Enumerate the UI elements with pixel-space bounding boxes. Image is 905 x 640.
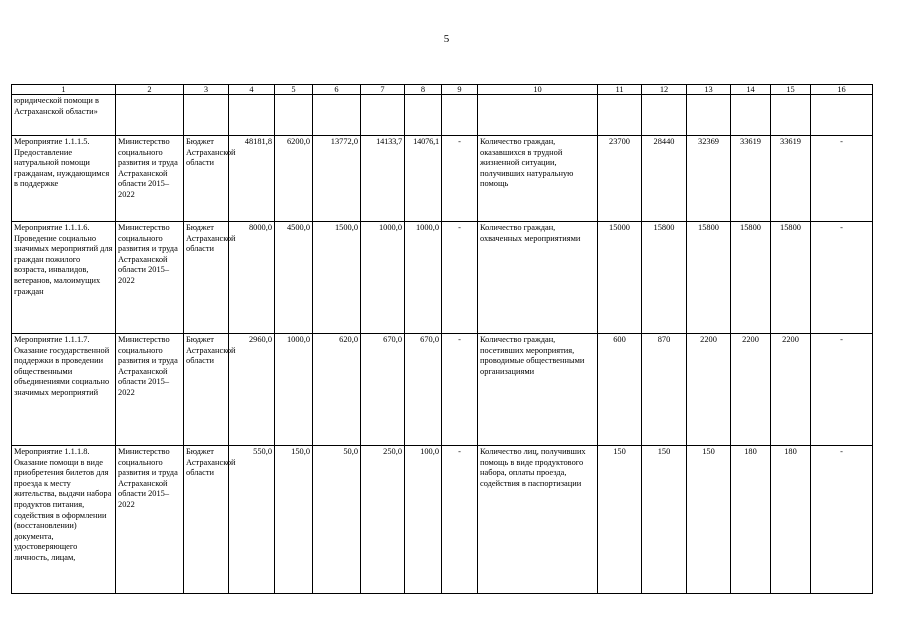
cell-value: - — [811, 334, 873, 446]
column-header: 14 — [731, 85, 771, 95]
cell-value: 600 — [598, 334, 642, 446]
cell-value: 15800 — [642, 222, 687, 334]
table-row — [12, 446, 873, 594]
cell-value: 15800 — [771, 222, 811, 334]
cell-value: 13772,0 — [313, 136, 361, 222]
column-header: 10 — [478, 85, 598, 95]
cell-value — [731, 95, 771, 136]
cell-value: 1000,0 — [405, 222, 442, 334]
cell-value: - — [442, 136, 478, 222]
cell-value — [811, 95, 873, 136]
column-header: 7 — [361, 85, 405, 95]
cell-value — [442, 95, 478, 136]
cell-value: - — [811, 136, 873, 222]
column-header: 8 — [405, 85, 442, 95]
cell-value: 550,0 — [229, 446, 275, 594]
cell-value: 2200 — [687, 334, 731, 446]
column-header: 11 — [598, 85, 642, 95]
column-header: 16 — [811, 85, 873, 95]
table-row — [12, 136, 873, 222]
column-header: 9 — [442, 85, 478, 95]
cell-value: 14076,1 — [405, 136, 442, 222]
cell-value: 48181,8 — [229, 136, 275, 222]
column-header: 3 — [184, 85, 229, 95]
cell-executor — [116, 95, 184, 136]
cell-source: Бюджет Астраханской области — [184, 446, 229, 594]
cell-value: 2960,0 — [229, 334, 275, 446]
cell-value: 14133,7 — [361, 136, 405, 222]
program-table — [11, 84, 873, 594]
cell-value: 180 — [771, 446, 811, 594]
cell-indicator: Количество граждан, охваченных мероприятиями — [478, 222, 598, 334]
cell-indicator: Количество граждан, посетивших мероприятия, проводимые общественными организациями — [478, 334, 598, 446]
cell-value: 33619 — [771, 136, 811, 222]
cell-measure: Мероприятие 1.1.1.5. Предоставление натуральной помощи гражданам, нуждающимся в поддержке — [12, 136, 116, 222]
cell-value: 33619 — [731, 136, 771, 222]
cell-value — [313, 95, 361, 136]
column-header: 13 — [687, 85, 731, 95]
cell-value: 15800 — [687, 222, 731, 334]
cell-measure: Мероприятие 1.1.1.7. Оказание государственной поддержки в проведении общественными объединениями социально значимых мероприятий — [12, 334, 116, 446]
cell-source: Бюджет Астраханской области — [184, 222, 229, 334]
cell-value — [687, 95, 731, 136]
cell-value: 670,0 — [361, 334, 405, 446]
cell-value — [275, 95, 313, 136]
cell-value — [405, 95, 442, 136]
cell-value: 32369 — [687, 136, 731, 222]
table-row — [12, 222, 873, 334]
cell-value: 150 — [687, 446, 731, 594]
cell-value: 150,0 — [275, 446, 313, 594]
column-header: 15 — [771, 85, 811, 95]
cell-value: 6200,0 — [275, 136, 313, 222]
cell-value — [771, 95, 811, 136]
cell-executor: Министерство социального развития и труда Астраханской области 2015–2022 — [116, 136, 184, 222]
cell-value: 4500,0 — [275, 222, 313, 334]
cell-indicator — [478, 95, 598, 136]
table-row — [12, 95, 873, 136]
column-header: 6 — [313, 85, 361, 95]
cell-value — [229, 95, 275, 136]
cell-value: 2200 — [731, 334, 771, 446]
cell-indicator: Количество граждан, оказавшихся в трудной жизненной ситуации, получивших натуральную помощь — [478, 136, 598, 222]
cell-source: Бюджет Астраханской области — [184, 136, 229, 222]
cell-value: 28440 — [642, 136, 687, 222]
cell-source: Бюджет Астраханской области — [184, 334, 229, 446]
cell-value: 670,0 — [405, 334, 442, 446]
page-number: 5 — [443, 33, 450, 45]
cell-executor: Министерство социального развития и труда Астраханской области 2015–2022 — [116, 446, 184, 594]
cell-value: - — [811, 222, 873, 334]
cell-value: 23700 — [598, 136, 642, 222]
cell-value: 100,0 — [405, 446, 442, 594]
cell-value: - — [442, 446, 478, 594]
table-row — [12, 334, 873, 446]
cell-source — [184, 95, 229, 136]
cell-value: 150 — [598, 446, 642, 594]
cell-value: 620,0 — [313, 334, 361, 446]
cell-value: 15800 — [731, 222, 771, 334]
column-header: 4 — [229, 85, 275, 95]
cell-value: 150 — [642, 446, 687, 594]
cell-executor: Министерство социального развития и труда Астраханской области 2015–2022 — [116, 222, 184, 334]
column-header: 12 — [642, 85, 687, 95]
cell-value: 1500,0 — [313, 222, 361, 334]
cell-indicator: Количество лиц, получивших помощь в виде продуктового набора, оплаты проезда, содействия в паспортизации — [478, 446, 598, 594]
cell-value — [598, 95, 642, 136]
cell-measure: Мероприятие 1.1.1.8. Оказание помощи в виде приобретения билетов для проезда к месту жительства, выдачи набора продуктов питания, содействия в оформлении (восстановлении) документа, удостоверяющего личность, лицам, — [12, 446, 116, 594]
header-row — [12, 85, 873, 95]
column-header: 5 — [275, 85, 313, 95]
cell-value: - — [811, 446, 873, 594]
cell-value: 180 — [731, 446, 771, 594]
cell-value: - — [442, 334, 478, 446]
cell-value: 870 — [642, 334, 687, 446]
cell-value: - — [442, 222, 478, 334]
cell-value: 1000,0 — [275, 334, 313, 446]
cell-value — [361, 95, 405, 136]
cell-measure: Мероприятие 1.1.1.6. Проведение социально значимых мероприятий для граждан пожилого возраста, инвалидов, ветеранов, малоимущих граждан — [12, 222, 116, 334]
cell-measure: юридической помощи в Астраханской области» — [12, 95, 116, 136]
column-header: 1 — [12, 85, 116, 95]
cell-value: 2200 — [771, 334, 811, 446]
cell-value: 1000,0 — [361, 222, 405, 334]
cell-value: 250,0 — [361, 446, 405, 594]
column-header: 2 — [116, 85, 184, 95]
cell-value: 8000,0 — [229, 222, 275, 334]
cell-value — [642, 95, 687, 136]
cell-executor: Министерство социального развития и труда Астраханской области 2015–2022 — [116, 334, 184, 446]
cell-value: 15000 — [598, 222, 642, 334]
cell-value: 50,0 — [313, 446, 361, 594]
